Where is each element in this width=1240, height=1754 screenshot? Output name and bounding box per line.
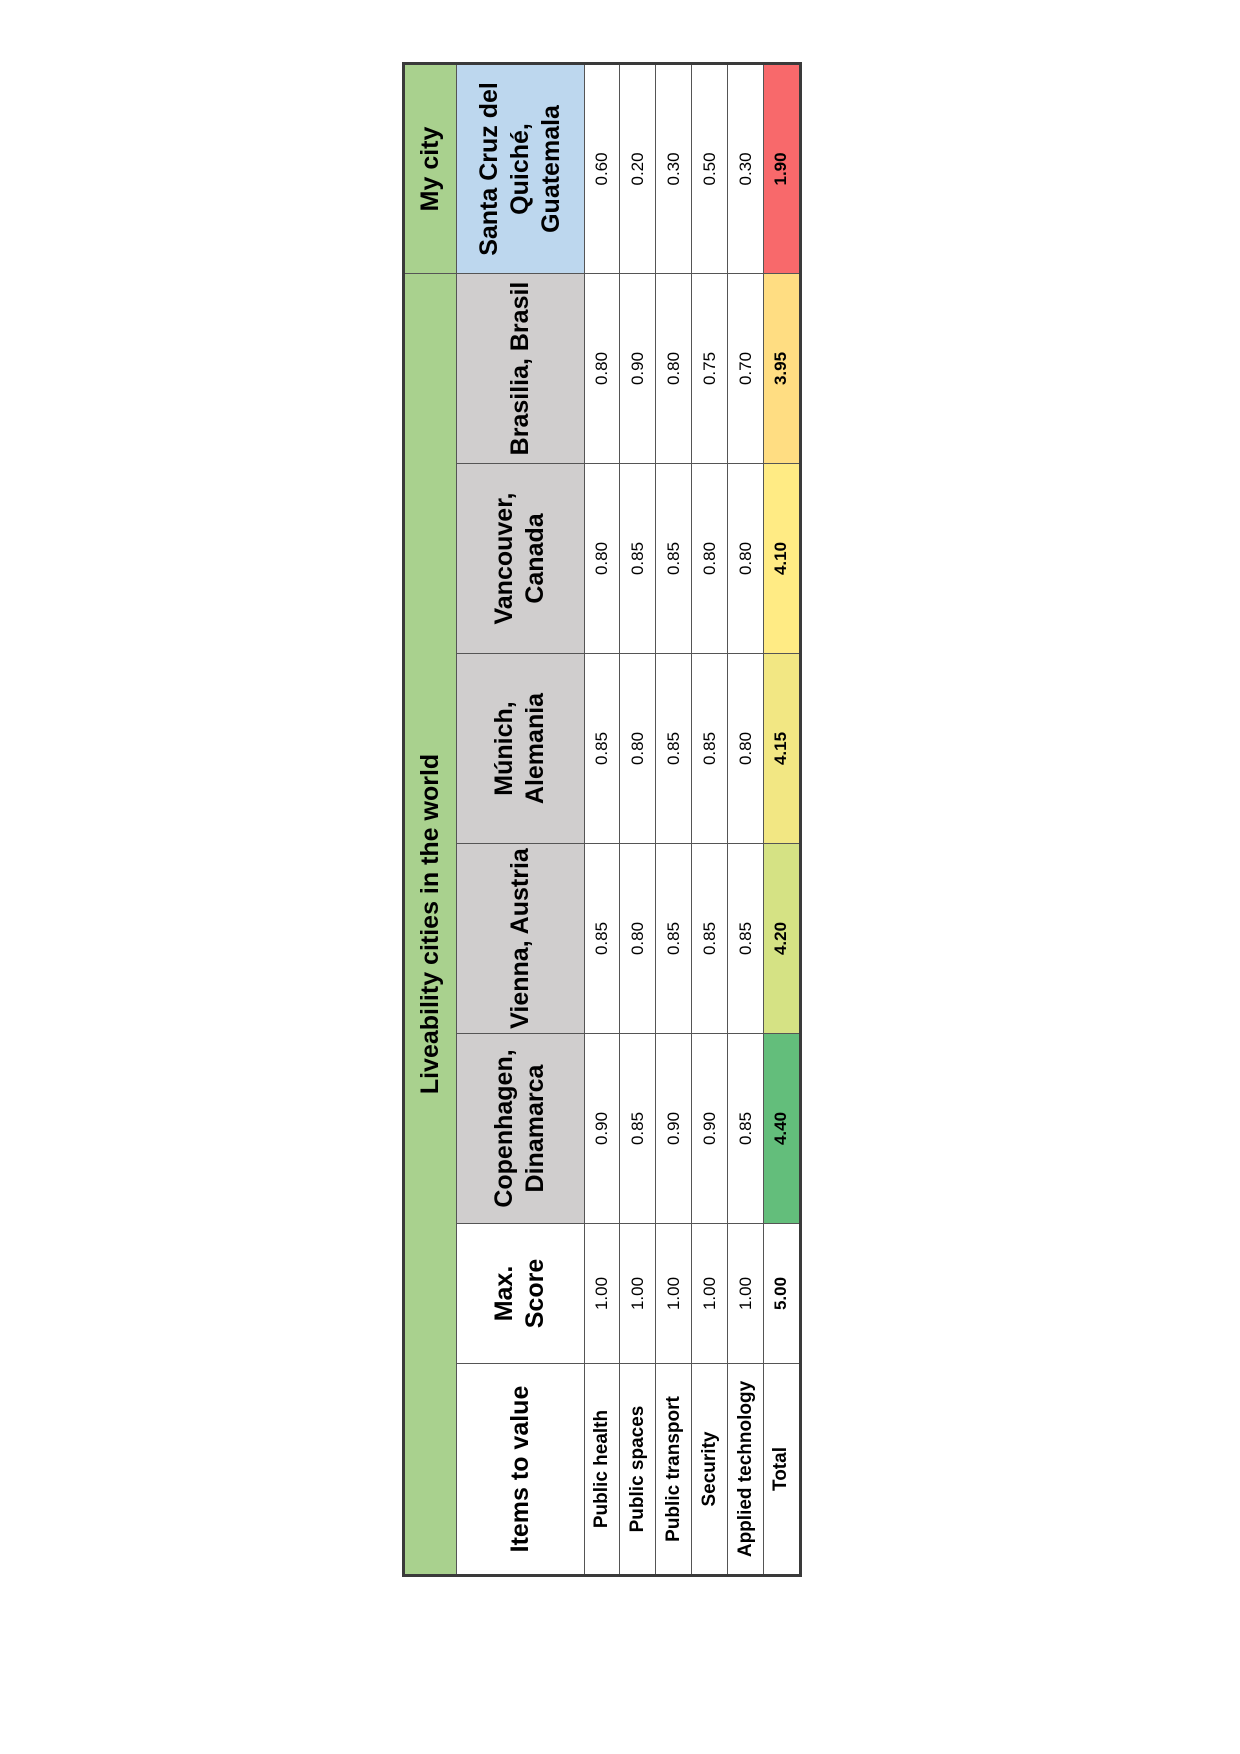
row-label: Public spaces — [620, 1364, 656, 1576]
header-max-score: Max. Score — [457, 1224, 584, 1364]
total-label: Total — [763, 1364, 800, 1576]
cell-value: 0.80 — [584, 273, 620, 463]
total-max: 5.00 — [763, 1224, 800, 1364]
cell-value: 0.85 — [728, 1034, 764, 1224]
title-row — [404, 63, 457, 1575]
cell-value: 0.90 — [692, 1034, 728, 1224]
cell-value: 0.90 — [620, 273, 656, 463]
cell-value: 0.80 — [728, 654, 764, 844]
cell-value: 0.50 — [692, 63, 728, 273]
cell-value: 0.85 — [656, 654, 692, 844]
total-vienna: 4.20 — [763, 844, 800, 1034]
cell-value: 0.90 — [584, 1034, 620, 1224]
cell-value: 0.70 — [728, 273, 764, 463]
cell-value: 0.75 — [692, 273, 728, 463]
header-city-vienna: Vienna, Austria — [457, 844, 584, 1034]
header-city-vancouver: Vancouver, Canada — [457, 464, 584, 654]
cell-value: 0.85 — [728, 844, 764, 1034]
cell-value: 0.80 — [656, 273, 692, 463]
liveability-table-wrapper — [402, 65, 802, 1577]
header-items-to-value: Items to value — [457, 1364, 584, 1576]
cell-value: 0.85 — [584, 654, 620, 844]
liveability-table — [402, 62, 802, 1577]
table-row-security — [692, 63, 728, 1575]
cell-value: 0.60 — [584, 63, 620, 273]
cell-value: 0.80 — [584, 464, 620, 654]
cell-value: 0.80 — [728, 464, 764, 654]
cell-value: 0.85 — [692, 654, 728, 844]
rotated-page-area — [402, 65, 802, 1577]
row-max: 1.00 — [584, 1224, 620, 1364]
row-label: Security — [692, 1364, 728, 1576]
row-max: 1.00 — [656, 1224, 692, 1364]
cell-value: 0.90 — [656, 1034, 692, 1224]
row-max: 1.00 — [692, 1224, 728, 1364]
cell-value: 0.80 — [620, 844, 656, 1034]
row-max: 1.00 — [728, 1224, 764, 1364]
table-row-public-health — [584, 63, 620, 1575]
cell-value: 0.85 — [656, 844, 692, 1034]
header-city-santa-cruz: Santa Cruz del Quiché, Guatemala — [457, 63, 584, 273]
table-row-public-spaces — [620, 63, 656, 1575]
header-city-copenhagen: Copenhagen, Dinamarca — [457, 1034, 584, 1224]
cell-value: 0.85 — [584, 844, 620, 1034]
cell-value: 0.85 — [656, 464, 692, 654]
header-row — [457, 63, 584, 1575]
header-city-brasilia: Brasilia, Brasil — [457, 273, 584, 463]
total-santa-cruz: 1.90 — [763, 63, 800, 273]
table-row-public-transport — [656, 63, 692, 1575]
cell-value: 0.80 — [692, 464, 728, 654]
cell-value: 0.85 — [620, 464, 656, 654]
total-copenhagen: 4.40 — [763, 1034, 800, 1224]
header-city-munich: Múnich, Alemania — [457, 654, 584, 844]
cell-value: 0.30 — [656, 63, 692, 273]
cell-value: 0.85 — [692, 844, 728, 1034]
cell-value: 0.30 — [728, 63, 764, 273]
table-row-applied-technology — [728, 63, 764, 1575]
row-label: Public transport — [656, 1364, 692, 1576]
table-title: Liveability cities in the world — [404, 273, 457, 1575]
cell-value: 0.80 — [620, 654, 656, 844]
row-label: Applied technology — [728, 1364, 764, 1576]
table-row-total — [763, 63, 800, 1575]
my-city-title: My city — [404, 63, 457, 273]
row-label: Public health — [584, 1364, 620, 1576]
total-munich: 4.15 — [763, 654, 800, 844]
cell-value: 0.85 — [620, 1034, 656, 1224]
total-brasilia: 3.95 — [763, 273, 800, 463]
total-vancouver: 4.10 — [763, 464, 800, 654]
cell-value: 0.20 — [620, 63, 656, 273]
row-max: 1.00 — [620, 1224, 656, 1364]
